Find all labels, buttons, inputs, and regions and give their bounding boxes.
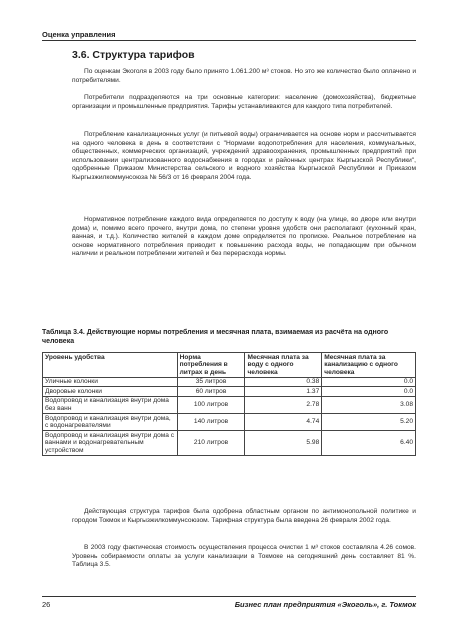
header-sewer-fee: Месячная плата за канализацию с одного человека [322,353,416,378]
running-header: Оценка управления [42,30,116,39]
cell-sewer-fee: 5.20 [322,414,416,431]
table-row [43,377,416,387]
paragraph-norms: Потребление канализационных услуг (и питьевой воды) ограничивается на основе норм и рассчитывается на одного человека в день в соответствии с "Нормами водопотребления для населения, коммунальных, общественных, коммерческих организаций, учреждений здравоохранения, промышленных предприятий при использовании централизованного водоснабжения в городах и районных центрах Кыргызской Республики", одобренные Приказом Министерства сельского и водного хозяйства Кыргызской Республики и Приказом Кыргызжилкоммунсоюза № 56/3 от 16 февраля 2004 года. [72,131,416,181]
paragraph-tariff-structure: Действующая структура тарифов была одобрена областным органом по антимонопольной политике и городом Токмок и Кыргызжилкоммунсоюзом. Тарифная структура была введена 26 февраля 2002 года. [72,508,416,524]
cell-norm: 60 литров [177,387,245,397]
header-norm: Норма потребления в литрах в день [177,353,245,378]
cell-sewer-fee: 0.0 [322,377,416,387]
cell-norm: 35 литров [177,377,245,387]
cell-sewer-fee: 6.40 [322,431,416,456]
page-number: 26 [42,600,51,609]
paragraph-cost: В 2003 году фактическая стоимость осуществления процесса очистки 1 м³ стоков составляла 4.26 сомов. Уровень собираемости оплаты за услуги канализации в Токмоке на сегодняшний день составляет 81 %. Таблица 3.5. [72,544,416,568]
header-level: Уровень удобства [43,353,178,378]
table-row [43,396,416,413]
cell-water-fee: 5.98 [245,431,322,456]
table-row [43,387,416,397]
footer-book-title: Бизнес план предприятия «Экоголь», г. Токмок [234,600,416,609]
cell-level: Уличные колонки [43,377,178,387]
table-row [43,414,416,431]
table-header-row [43,353,416,378]
cell-norm: 140 литров [177,414,245,431]
cell-level: Водопровод и канализация внутри дома, с водонагревателями [43,414,178,431]
cell-norm: 100 литров [177,396,245,413]
paragraph-consumers: Потребители подразделяются на три основные категории: население (домохозяйства), бюджетные организации и промышленные предприятия. Тарифы устанавливаются для каждого типа потребителей. [72,94,416,110]
header-water-fee: Месячная плата за воду с одного человека [245,353,322,378]
paragraph-normative: Нормативное потребление каждого вида определяется по доступу к воду (на улице, во дворе или внутри дома) и, помимо всего прочего, внутри дома, по степени уровня удобств они располагают (кухонный кран, ванная, и т.д.). Количество жителей в каждом доме определяется по прописке. Реальное потребление на основе нормативного потребления приводит к повышению расхода воды, не попадающим при обычном наличии и реальном потреблении жителей и без перерасхода нормы. [72,216,416,257]
table-caption: Таблица 3.4. Действующие нормы потребления и месячная плата, взимаемая из расчёта на одного человека [42,329,389,345]
cell-level: Дворовые колонки [43,387,178,397]
table-row [43,431,416,456]
section-title: 3.6. Структура тарифов [72,49,195,61]
cell-sewer-fee: 3.08 [322,396,416,413]
cell-level: Водопровод и канализация внутри дома с ваннами и водонагревательным устройством [43,431,178,456]
cell-water-fee: 2.78 [245,396,322,413]
cell-water-fee: 0.38 [245,377,322,387]
cell-sewer-fee: 0.0 [322,387,416,397]
header-divider [42,40,416,41]
cell-norm: 210 литров [177,431,245,456]
cell-water-fee: 4.74 [245,414,322,431]
norms-table [42,352,416,456]
paragraph-intro: По оценкам Экоголя в 2003 году было принято 1.061.200 м³ стоков. Но это же количество было оплачено и потребителями. [72,68,416,84]
cell-level: Водопровод и канализация внутри дома без ванн [43,396,178,413]
cell-water-fee: 1.37 [245,387,322,397]
footer-divider [42,596,416,597]
